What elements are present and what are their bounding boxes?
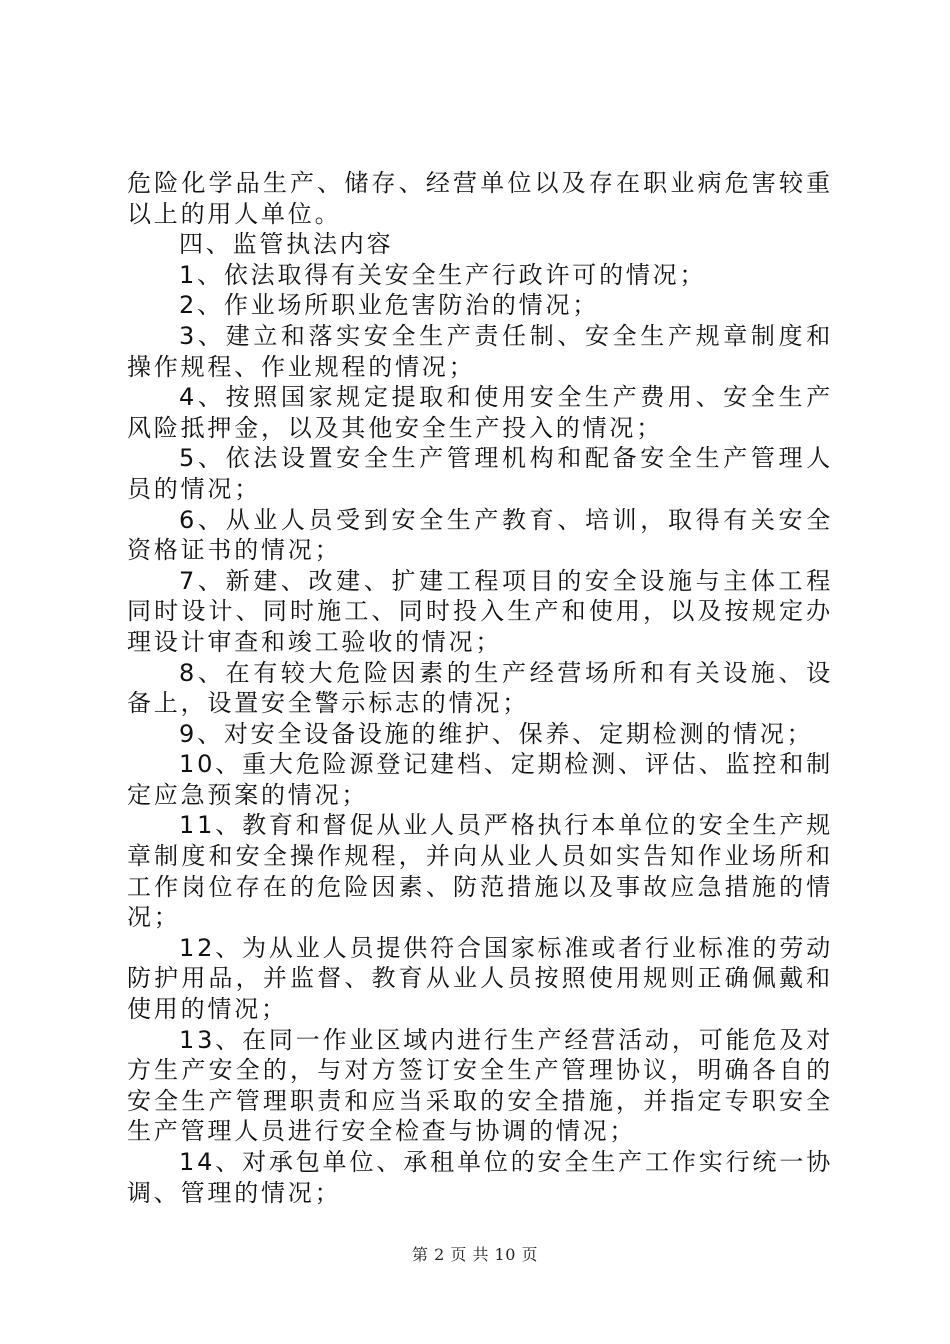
- list-item: 3、建立和落实安全生产责任制、安全生产规章制度和操作规程、作业规程的情况；: [127, 321, 833, 381]
- page-number-footer: 第 2 页 共 10 页: [412, 1245, 538, 1264]
- list-item: 6、从业人员受到安全生产教育、培训，取得有关安全资格证书的情况；: [127, 505, 833, 565]
- list-item: 13、在同一作业区域内进行生产经营活动，可能危及对方生产安全的，与对方签订安全生产管理协议，明确各自的安全生产管理职责和应当采取的安全措施，并指定专职安全生产管理人员进行安全检查与协调的情况；: [127, 1025, 833, 1146]
- list-item: 7、新建、改建、扩建工程项目的安全设施与主体工程同时设计、同时施工、同时投入生产和使用，以及按规定办理设计审查和竣工验收的情况；: [127, 566, 833, 656]
- document-body: [127, 168, 833, 1208]
- list-item: 10、重大危险源登记建档、定期检测、评估、监控和制定应急预案的情况；: [127, 750, 833, 809]
- list-item: 2、作业场所职业危害防治的情况；: [179, 291, 600, 320]
- list-item: 5、依法设置安全生产管理机构和配备安全生产管理人员的情况；: [127, 444, 833, 503]
- list-item: 9、对安全设备设施的维护、保养、定期检测的情况；: [179, 719, 814, 748]
- list-item: 8、在有较大危险因素的生产经营场所和有关设施、设备上，设置安全警示标志的情况；: [127, 658, 833, 718]
- list-item: 14、对承包单位、承租单位的安全生产工作实行统一协调、管理的情况；: [127, 1148, 833, 1207]
- list-item: 4、按照国家规定提取和使用安全生产费用、安全生产风险抵押金，以及其他安全生产投入的情况；: [127, 383, 833, 442]
- list-item: 1、依法取得有关安全生产行政许可的情况；: [179, 260, 707, 289]
- paragraph: 危险化学品生产、储存、经营单位以及存在职业病危害较重以上的用人单位。: [127, 169, 833, 228]
- list-item: 12、为从业人员提供符合国家标准或者行业标准的劳动防护用品，并监督、教育从业人员按照使用规则正确佩戴和使用的情况；: [127, 933, 833, 1024]
- section-heading: 四、监管执法内容: [179, 230, 394, 259]
- list-item: 11、教育和督促从业人员严格执行本单位的安全生产规章制度和安全操作规程，并向从业人员如实告知作业场所和工作岗位存在的危险因素、防范措施以及事故应急措施的情况；: [127, 811, 833, 932]
